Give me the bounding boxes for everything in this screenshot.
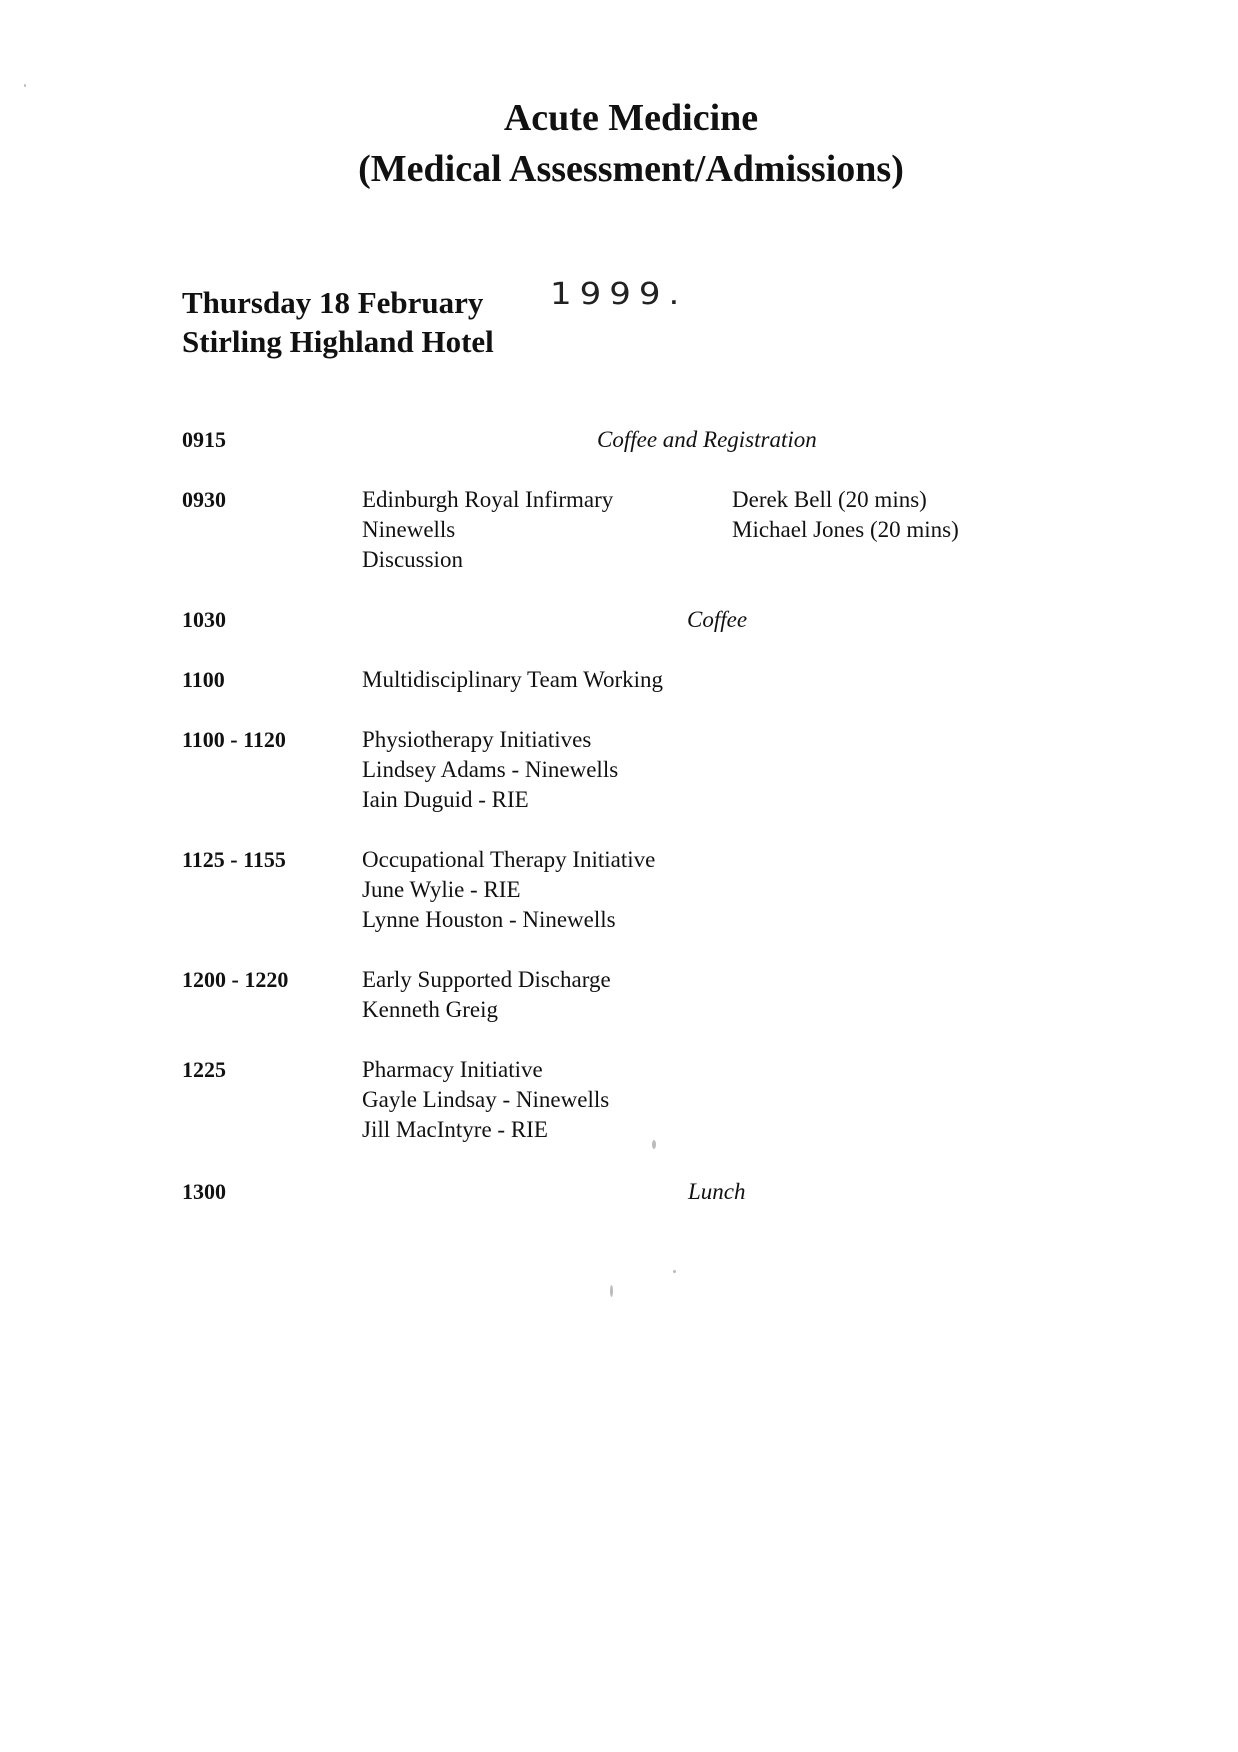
list-item: Lindsey Adams - Ninewells xyxy=(362,757,619,782)
scan-speck xyxy=(652,1140,656,1149)
time-1030: 1030 xyxy=(182,607,226,632)
handwritten-year: 1999. xyxy=(550,276,688,312)
list-item: Ninewells xyxy=(362,517,456,542)
time-1225: 1225 xyxy=(182,1057,226,1082)
speaker: Derek Bell (20 mins) xyxy=(732,487,927,512)
coffee-registration-label: Coffee and Registration xyxy=(597,427,817,452)
time-0930: 0930 xyxy=(182,487,226,512)
list-item: Discussion xyxy=(362,547,463,572)
session-1100-items xyxy=(362,665,663,695)
list-item: June Wylie - RIE xyxy=(362,877,521,902)
list-item: Kenneth Greig xyxy=(362,997,499,1022)
session-0930-speakers xyxy=(732,485,959,545)
event-date: Thursday 18 February xyxy=(182,285,484,320)
list-item: Iain Duguid - RIE xyxy=(362,787,529,812)
lunch-label: Lunch xyxy=(688,1179,746,1204)
session-0930-items xyxy=(362,485,613,575)
time-1100-1120: 1100 - 1120 xyxy=(182,727,286,752)
list-item: Jill MacIntyre - RIE xyxy=(362,1117,548,1142)
time-1100: 1100 xyxy=(182,667,225,692)
list-item: Physiotherapy Initiatives xyxy=(362,727,592,752)
time-1300: 1300 xyxy=(182,1179,226,1204)
document-subtitle: (Medical Assessment/Admissions) xyxy=(358,148,904,190)
list-item: Pharmacy Initiative xyxy=(362,1057,543,1082)
session-1225-items xyxy=(362,1055,609,1145)
list-item: Early Supported Discharge xyxy=(362,967,611,992)
scan-speck xyxy=(673,1270,676,1273)
session-1100-1120-items xyxy=(362,725,618,815)
document-title: Acute Medicine xyxy=(503,97,759,139)
time-0915: 0915 xyxy=(182,427,226,452)
list-item: Multidisciplinary Team Working xyxy=(362,667,664,692)
list-item: Occupational Therapy Initiative xyxy=(362,847,656,872)
session-1200-1220-items xyxy=(362,965,611,1025)
event-venue: Stirling Highland Hotel xyxy=(182,324,494,359)
list-item: Edinburgh Royal Infirmary xyxy=(362,487,614,512)
session-1125-1155-items xyxy=(362,845,655,935)
time-1125-1155: 1125 - 1155 xyxy=(182,847,286,872)
speaker: Michael Jones (20 mins) xyxy=(732,517,959,542)
time-1200-1220: 1200 - 1220 xyxy=(182,967,289,992)
scan-speck xyxy=(610,1285,613,1297)
scan-speck xyxy=(24,84,26,87)
list-item: Gayle Lindsay - Ninewells xyxy=(362,1087,610,1112)
list-item: Lynne Houston - Ninewells xyxy=(362,907,616,932)
coffee-label: Coffee xyxy=(687,607,748,632)
